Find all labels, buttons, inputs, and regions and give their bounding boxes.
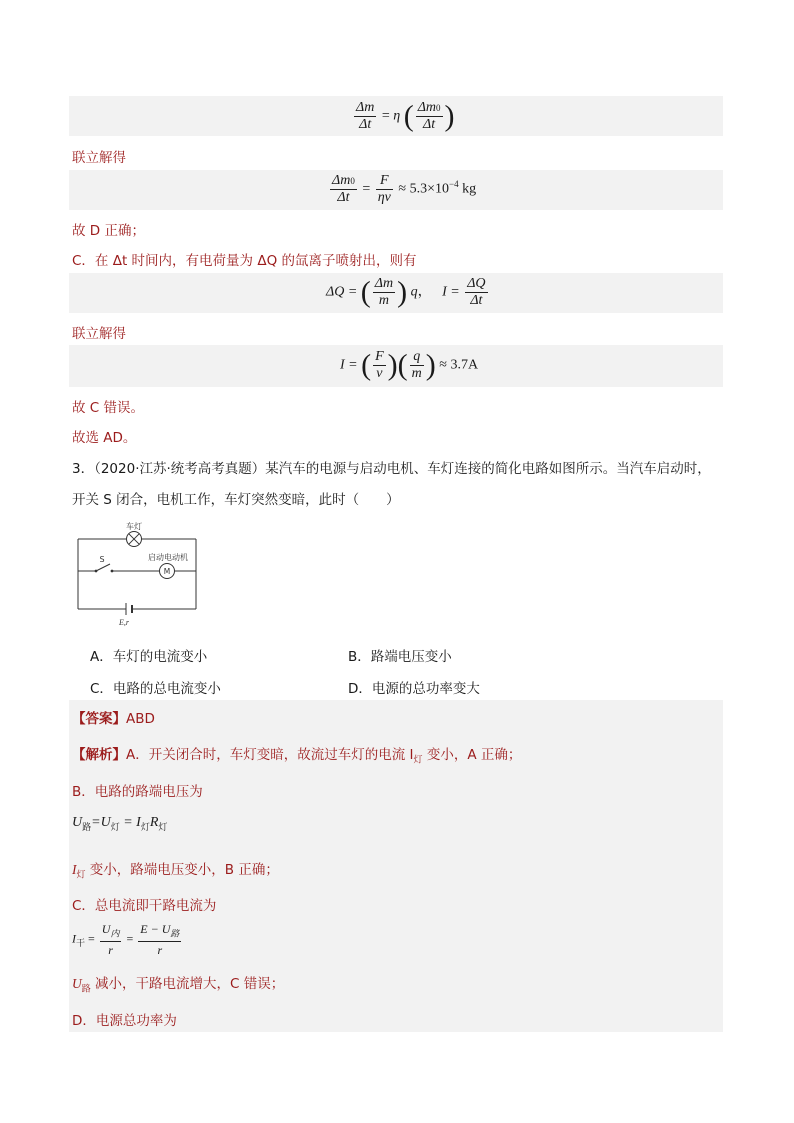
option-a[interactable]: A．车灯的电流变小 [90, 649, 208, 665]
analysis-a: 【解析】A．开关闭合时，车灯变暗，故流过车灯的电流 $I_灯$ 变小，A 正确； [72, 747, 522, 766]
answer-value: ABD [126, 711, 155, 727]
text-lianli-1: 联立解得 [72, 150, 126, 166]
switch-label: S [99, 555, 105, 564]
option-d[interactable]: D．电源的总功率变大 [348, 681, 480, 697]
motor-label: 启动电动机 [148, 553, 188, 562]
battery-icon [126, 603, 132, 615]
text-lianli-2: 联立解得 [72, 326, 126, 342]
circuit-diagram [70, 520, 205, 630]
text-c-intro: C．在 Δt 时间内，有电荷量为 ΔQ 的氙离子喷射出，则有 [72, 253, 417, 269]
text-gu-d: 故 D 正确； [72, 223, 145, 239]
analysis-c-end: $U_路$ 减小，干路电流增大，C 错误； [72, 976, 285, 995]
analysis-b-end: $I_灯$ 变小，路端电压变小，B 正确； [72, 862, 279, 881]
option-c[interactable]: C．电路的总电流变小 [90, 681, 221, 697]
formula-2: $\frac{\Delta m0}{\Delta t}$ = $\frac{F}{\eta v}$ ≈ $5.3\times 10^{-4}$ kg [332, 173, 477, 205]
formula-4: I = ( $\frac{F}{v}$ )( $\frac{q}{m}$ ) ≈ 3.7A [340, 348, 479, 382]
question-3-line-1: 3．（2020·江苏·统考高考真题）某汽车的电源与启动电机、车灯连接的简化电路如图所示。当汽车启动时， [72, 461, 711, 477]
lamp-icon [127, 532, 142, 547]
analysis-label: 【解析】 [72, 747, 126, 763]
battery-label: E,r [119, 618, 129, 627]
question-3-line-2: 开关 S 闭合，电机工作，车灯突然变暗，此时（ ） [72, 492, 400, 508]
analysis-b-intro: B．电路的路端电压为 [72, 784, 203, 800]
option-b[interactable]: B．路端电压变小 [348, 649, 452, 665]
formula-6: $I_干$ = $\frac{U_内}{r}$ = $\frac{E - U_路}{r}$ [72, 922, 180, 958]
motor-symbol: M [163, 567, 171, 576]
text-gu-c: 故 C 错误。 [72, 400, 145, 416]
formula-5: $U_路=U_灯 = I_灯R_灯$ [72, 815, 168, 832]
text-guxuan: 故选 AD。 [72, 430, 137, 446]
analysis-c-intro: C．总电流即干路电流为 [72, 898, 217, 914]
answer-label: 【答案】 [72, 711, 126, 727]
formula-1: $\frac{\Delta m}{\Delta t}$ = η ( $\frac{\Delta m0}{\Delta t}$ ) [356, 99, 455, 133]
lamp-label: 车灯 [126, 522, 142, 531]
formula-3: ΔQ = ( $\frac{\Delta m}{m}$ ) q， I = $\frac{\Delta Q}{\Delta t}$ [326, 275, 486, 309]
analysis-d-intro: D．电源总功率为 [72, 1013, 177, 1029]
answer-line [72, 707, 155, 727]
